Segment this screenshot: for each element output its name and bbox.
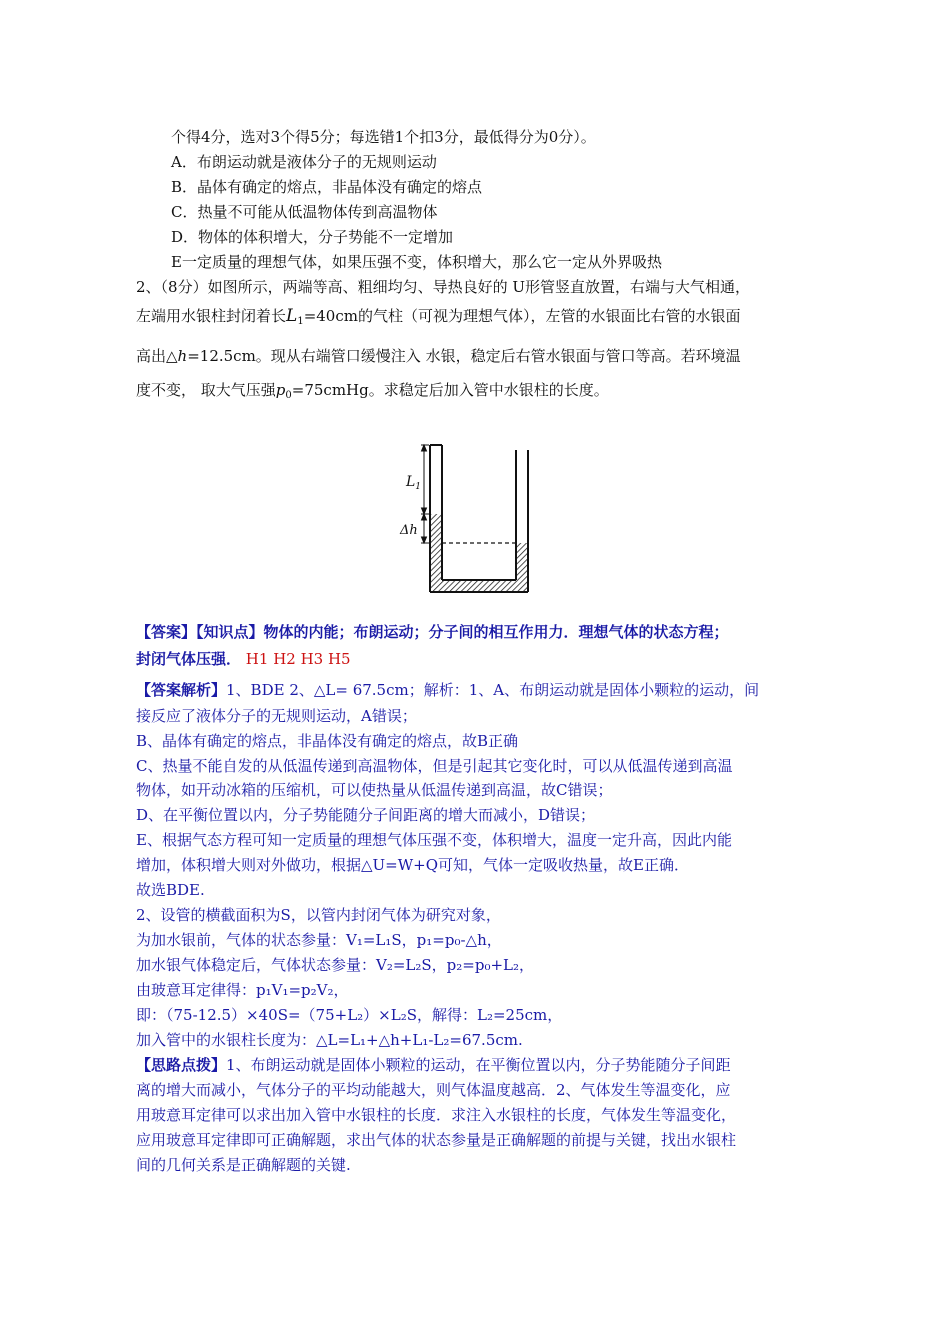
label-l1: $L_1$: [406, 474, 422, 492]
analysis-line-13: 即：（75-12.5）×40S=（75+L₂）×L₂S，解得：L₂=25cm，: [136, 1006, 563, 1024]
tips-line-1: 离的增大而减小，气体分子的平均动能越大，则气体温度越高．2、气体发生等温变化，应: [136, 1081, 731, 1099]
analysis-line-14: 加入管中的水银柱长度为：△L=L₁+△h+L₁-L₂=67.5cm.: [136, 1031, 523, 1049]
analysis-line-5: D、在平衡位置以内，分子势能随分子间距离的增大而减小，D错误；: [136, 806, 596, 824]
analysis-line-8: 故选BDE.: [136, 881, 205, 899]
option-a: A．布朗运动就是液体分子的无规则运动: [171, 153, 437, 171]
analysis-line-11: 加水银气体稳定后，气体状态参量：V₂=L₂S，p₂=p₀+L₂，: [136, 956, 535, 974]
tips-line-3: 应用玻意耳定律即可正确解题，求出气体的状态参量是正确解题的前提与关键，找出水银柱: [136, 1131, 737, 1149]
dimension-lines: [421, 445, 429, 543]
tube-walls: [430, 445, 528, 592]
q2-line3: 高出△h=12.5cm。现从右端管口缓慢注入 水银，稳定后右管水银面与管口等高。若环境温: [136, 347, 741, 365]
analysis-line-0: 【答案解析】1、BDE 2、△L= 67.5cm；解析：1、A、布朗运动就是固体小颗粒的运动，间: [136, 681, 760, 699]
answer-knowledge-line1: 【答案】【知识点】物体的内能；布朗运动；分子间的相互作用力．理想气体的状态方程；: [136, 623, 729, 641]
option-c: C．热量不可能从低温物体传到高温物体: [171, 203, 438, 221]
q2-line1: 2、（8分）如图所示，两端等高、粗细均匀、导热良好的 U形管竖直放置，右端与大气相通，: [136, 278, 751, 296]
analysis-line-3: C、热量不能自发的从低温传递到高温物体，但是引起其它变化时，可以从低温传递到高温: [136, 757, 733, 775]
q2-line4: 度不变， 取大气压强$p_0=75cmHg$。求稳定后加入管中水银柱的长度。: [136, 381, 609, 401]
q2-line2: 左端用水银柱封闭着长$L_1=40cm$的气柱（可视为理想气体），左管的水银面比右管的水银面: [136, 306, 741, 327]
analysis-line-9: 2、设管的横截面积为S，以管内封闭气体为研究对象，: [136, 906, 501, 924]
analysis-line-1: 接反应了液体分子的无规则运动，A错误；: [136, 707, 417, 725]
u-tube-figure: [380, 440, 560, 610]
tips-line-2: 用玻意耳定律可以求出加入管中水银柱的长度．求注入水银柱的长度，气体发生等温变化，: [136, 1106, 737, 1124]
analysis-line-6: E、根据气态方程可知一定质量的理想气体压强不变，体积增大，温度一定升高，因此内能: [136, 831, 732, 849]
answer-knowledge-line2: 封闭气体压强． H1 H2 H3 H5: [136, 650, 351, 668]
analysis-line-10: 为加水银前，气体的状态参量：V₁=L₁S，p₁=p₀-△h，: [136, 931, 502, 949]
tips-line-4: 间的几何关系是正确解题的关键.: [136, 1156, 351, 1174]
analysis-line-4: 物体，如开动冰箱的压缩机，可以使热量从低温传递到高温，故C错误；: [136, 781, 613, 799]
tips-line-0: 【思路点拨】1、布朗运动就是固体小颗粒的运动，在平衡位置以内，分子势能随分子间距: [136, 1056, 731, 1074]
option-d: D．物体的体积增大，分子势能不一定增加: [171, 228, 454, 246]
analysis-line-7: 增加，体积增大则对外做功，根据△U=W+Q可知，气体一定吸收热量，故E正确．: [136, 856, 689, 874]
scoring-line: 个得4分，选对3个得5分；每选错1个扣3分，最低得分为0分）。: [171, 128, 596, 146]
analysis-line-2: B、晶体有确定的熔点，非晶体没有确定的熔点，故B正确: [136, 732, 519, 750]
option-e: E一定质量的理想气体，如果压强不变，体积增大，那么它一定从外界吸热: [171, 253, 662, 271]
analysis-line-12: 由玻意耳定律得：p₁V₁=p₂V₂，: [136, 981, 349, 999]
label-delta-h: Δh: [400, 523, 418, 538]
option-b: B．晶体有确定的熔点，非晶体没有确定的熔点: [171, 178, 483, 196]
